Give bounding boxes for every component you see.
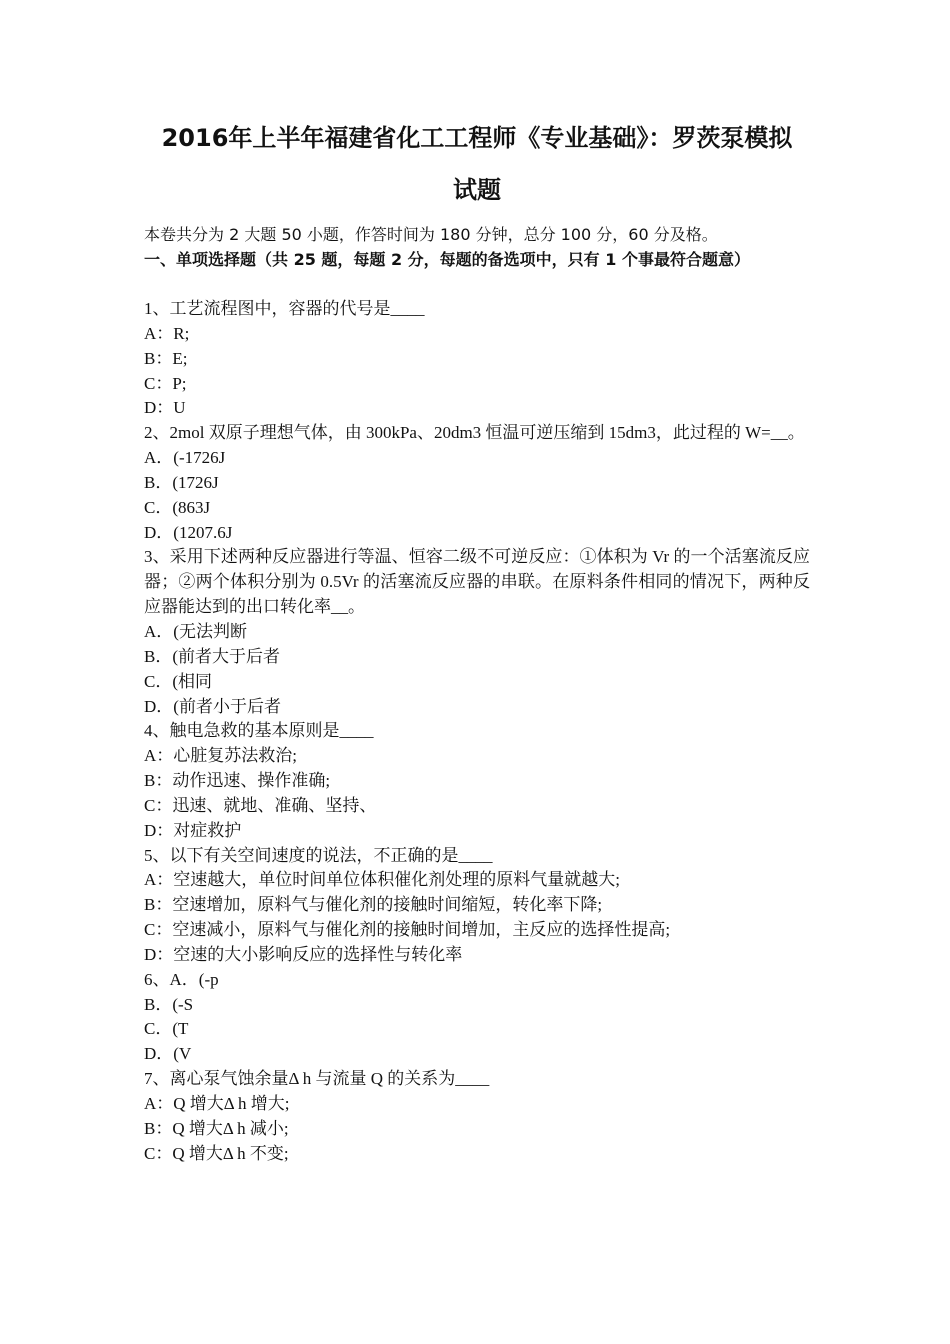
answer-option: B：Q 增大Δ h 减小; [144, 1118, 289, 1138]
answer-option: A．(无法判断 [144, 621, 247, 641]
question-item [144, 297, 810, 421]
question-stem: 3、采用下述两种反应器进行等温、恒容二级不可逆反应：①体积为 Vr 的一个活塞流反应器；②两个体积分别为 0.5Vr 的活塞流反应器的串联。在原料条件相同的情况下，两种反应器能达到的出口转化率__。 [144, 547, 810, 617]
question-stem: 5、以下有关空间速度的说法，不正确的是____ [144, 845, 493, 865]
question-stem: 4、触电急救的基本原则是____ [144, 721, 374, 741]
answer-option: C：迅速、就地、准确、坚持、 [144, 795, 377, 815]
question-item [144, 719, 810, 843]
exam-instructions: 本卷共分为 2 大题 50 小题，作答时间为 180 分钟，总分 100 分，60 分及格。 [144, 225, 718, 244]
answer-option: B：空速增加，原料气与催化剂的接触时间缩短，转化率下降; [144, 895, 603, 915]
question-stem: 7、离心泵气蚀余量Δ h 与流量 Q 的关系为____ [144, 1069, 490, 1089]
answer-option: D．(前者小于后者 [144, 696, 281, 716]
question-item [144, 844, 810, 968]
answer-option: A：R; [144, 323, 190, 343]
question-stem: 6、A．(-p [144, 969, 219, 989]
answer-option: D：对症救护 [144, 820, 242, 840]
answer-option: B．(1726J [144, 472, 219, 492]
answer-option: B：动作迅速、操作准确; [144, 771, 331, 791]
document-title-continued: 试题 [453, 176, 501, 204]
answer-option: C．(863J [144, 497, 211, 517]
question-stem: 1、工艺流程图中，容器的代号是____ [144, 299, 425, 318]
answer-option: C．(T [144, 1019, 189, 1039]
answer-option: B：E; [144, 348, 188, 368]
question-item [144, 968, 810, 1067]
answer-option: A：Q 增大Δ h 增大; [144, 1094, 290, 1113]
answer-option: D．(1207.6J [144, 522, 233, 542]
question-item [144, 421, 810, 545]
question-stem: 2、2mol 双原子理想气体，由 300kPa、20dm3 恒温可逆压缩到 15dm3，此过程的 W=__。 [144, 423, 805, 443]
answer-option: A：空速越大，单位时间单位体积催化剂处理的原料气量就越大; [144, 870, 620, 890]
question-list [144, 297, 810, 1167]
answer-option: C：Q 增大Δ h 不变; [144, 1143, 289, 1163]
answer-option: B．(-S [144, 994, 194, 1014]
answer-option: C：P; [144, 373, 187, 393]
question-item [144, 545, 810, 719]
section-heading: 一、单项选择题（共 25 题，每题 2 分，每题的备选项中，只有 1 个事最符合题意） [144, 250, 750, 269]
answer-option: D：空速的大小影响反应的选择性与转化率 [144, 944, 463, 964]
answer-option: B．(前者大于后者 [144, 646, 280, 666]
answer-option: C．(相同 [144, 671, 212, 691]
document-title: 2016年上半年福建省化工工程师《专业基础》：罗茨泵模拟 [161, 124, 793, 152]
answer-option: A：心脏复苏法救治; [144, 746, 297, 766]
answer-option: A．(-1726J [144, 448, 226, 468]
answer-option: C：空速减小，原料气与催化剂的接触时间增加，主反应的选择性提高; [144, 920, 671, 940]
answer-option: D：U [144, 398, 186, 418]
answer-option: D．(V [144, 1044, 192, 1064]
question-item [144, 1067, 810, 1166]
